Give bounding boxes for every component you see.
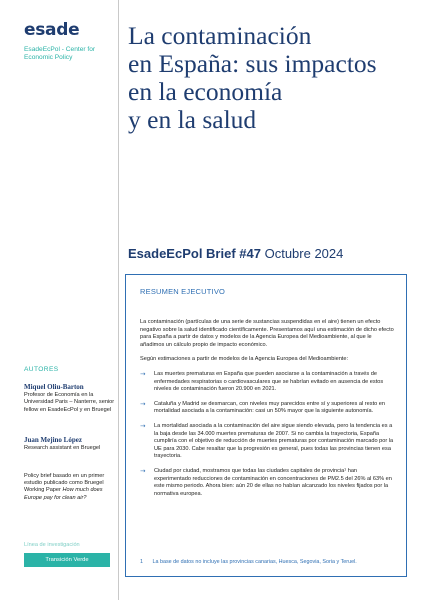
- bullet-text: Cataluña y Madrid se desmarcan, con niveles muy parecidos entre sí y superiores al resto en mortalidad asociada a la contaminación: casi un 50% mayor que la siguiente autonomía.: [154, 400, 386, 415]
- research-line-tag[interactable]: Transición Verde: [24, 553, 110, 567]
- arrow-right-icon: →: [140, 466, 146, 475]
- summary-bullets: [140, 371, 394, 498]
- title-line: en la economía: [128, 77, 283, 106]
- title-line: en España: sus impactos: [128, 49, 377, 78]
- author-entry: [24, 437, 116, 452]
- arrow-right-icon: →: [140, 369, 146, 378]
- author-name: Miquel Oliu-Barton: [24, 383, 84, 391]
- sidebar: [0, 0, 118, 600]
- bullet-text: Las muertes prematuras en España que pueden asociarse a la contaminación a través de enfermedades respiratorias o cardiovasculares que se habrían evitado en ausencia de estos niveles de contaminación fueron 20.900 en 2021.: [154, 370, 384, 393]
- author-name: Juan Mejino López: [24, 436, 82, 444]
- bullet-text: La mortalidad asociada a la contaminación del aire sigue siendo elevada, pero la tendencia es a la baja desde las 34.000 muertes prematuras de 2007. Si no cambia la trayectoria, España cumpliría con el objetivo de reducción de muertes prematuras por contaminación marcado por la UE para 2030. Cabe resaltar que la progresión es general, pues todas las provincias tienen esa trayectoria.: [154, 422, 394, 460]
- brief-number: EsadeEcPol Brief #47: [128, 246, 261, 261]
- center-name: EsadeEcPol - Center for Economic Policy: [24, 46, 96, 61]
- footnote: [140, 559, 400, 565]
- footnote-number: 1: [140, 559, 143, 565]
- brief-line: [128, 246, 418, 261]
- list-item: [140, 401, 394, 416]
- page-title: [128, 22, 418, 134]
- author-entry: [24, 384, 116, 414]
- arrow-right-icon: →: [140, 421, 146, 430]
- research-line-label: Línea de investigación: [24, 542, 80, 548]
- author-bio: Profesor de Economía en la Universidad Paris – Nanterre, senior fellow en EsadeEcPol y en Bruegel: [24, 392, 115, 413]
- summary-heading: RESUMEN EJECUTIVO: [140, 287, 226, 296]
- list-item: [140, 468, 394, 498]
- esade-logo[interactable]: esade: [24, 20, 80, 40]
- summary-lead: Según estimaciones a partir de modelos de la Agencia Europea del Medioambiente:: [140, 356, 349, 363]
- authors-heading: AUTORES: [24, 366, 59, 373]
- policy-paper-title[interactable]: How much does Europe pay for clean air?: [24, 487, 103, 501]
- brief-date: Octubre 2024: [264, 246, 344, 261]
- list-item: [140, 371, 394, 394]
- title-line: La contaminación: [128, 21, 312, 50]
- list-item: [140, 423, 394, 461]
- executive-summary-box: [125, 274, 407, 577]
- summary-intro: La contaminación (partículas de una serie de sustancias suspendidas en el aire) tienen un efecto negativo sobre la salud identificado científicamente. Presentamos aquí una estimación de dicho efecto para España a partir de datos y modelos de la Agencia Europea del Medioambiente, al que le añadimos un cálculo propio de impacto económico.: [140, 319, 394, 348]
- author-bio: Research assistant en Bruegel: [24, 445, 101, 452]
- footnote-text: La base de datos no incluye las provincias canarias, Huesca, Segovia, Soria y Teruel.: [152, 559, 357, 565]
- policy-text: Policy brief basado en un primer estudio publicado como Bruegel Working Paper: [24, 473, 105, 494]
- title-line: y en la salud: [128, 105, 257, 134]
- divider: [118, 0, 119, 600]
- bullet-text: Ciudad por ciudad, mostramos que todas las ciudades capitales de provincia¹ han experimentado reducciones de contaminación en concentraciones de PM2.5 del 26% al 63% en este mismo periodo. Ahora bien: aún 20 de ellas no habían alcanzado los niveles fijados por la normativa europea.: [154, 467, 392, 497]
- summary-body: [140, 319, 394, 505]
- policy-note: [24, 473, 116, 502]
- arrow-right-icon: →: [140, 399, 146, 408]
